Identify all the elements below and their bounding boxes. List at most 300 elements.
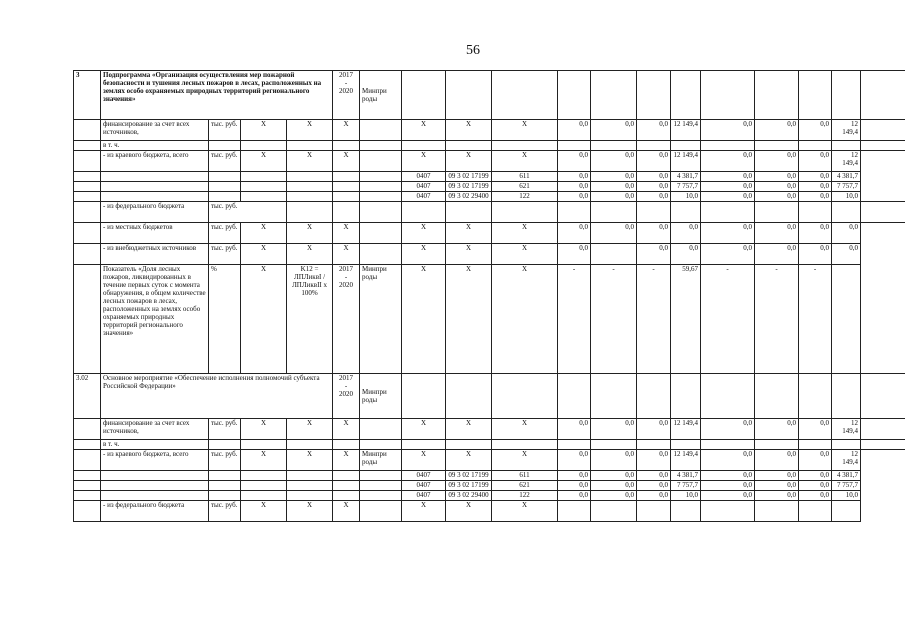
value-cell: 0,0 <box>671 244 701 265</box>
value-cell: 0,0 <box>832 244 861 265</box>
empty-cell <box>558 374 591 419</box>
value-cell: 0,0 <box>799 450 832 471</box>
empty-cell <box>209 491 241 501</box>
code-cell: X <box>402 223 446 244</box>
empty-cell <box>74 491 101 501</box>
period-part: 2020 <box>339 87 354 95</box>
period-cell <box>333 265 360 374</box>
value-cell: 12 149,4 <box>832 450 861 471</box>
period-part: 2017 <box>339 71 354 79</box>
code-cell: X <box>492 244 558 265</box>
empty-cell <box>637 440 671 450</box>
row-number: 3.02 <box>74 374 101 419</box>
value-cell: 0,0 <box>637 419 671 440</box>
value-cell: 0,0 <box>799 182 832 192</box>
code-cell: 09 3 02 17199 <box>446 471 492 481</box>
table-row <box>74 265 905 374</box>
executor-cell: Минпри роды <box>360 265 402 374</box>
empty-cell <box>74 192 101 202</box>
x-cell: X <box>241 450 287 471</box>
empty-cell <box>637 71 671 120</box>
value-cell: 7 757,7 <box>671 481 701 491</box>
empty-cell <box>671 440 701 450</box>
code-cell: 0407 <box>402 172 446 182</box>
empty-cell <box>287 141 333 151</box>
empty-cell <box>209 192 241 202</box>
value-cell: 0,0 <box>799 491 832 501</box>
value-cell: 0,0 <box>701 120 755 141</box>
value-cell: 0,0 <box>637 223 671 244</box>
table-row <box>74 419 905 440</box>
empty-cell <box>755 141 799 151</box>
empty-cell <box>591 202 637 223</box>
empty-cell <box>492 141 558 151</box>
empty-cell <box>591 71 637 120</box>
value-cell: 0,0 <box>701 450 755 471</box>
x-cell: X <box>241 120 287 141</box>
value-cell: 0,0 <box>755 471 799 481</box>
empty-cell <box>74 419 101 440</box>
value-cell: 0,0 <box>558 120 591 141</box>
value-cell: 0,0 <box>637 151 671 172</box>
formula-cell: K12 = ЛПЛиквI / ЛПЛиквII x 100% <box>287 265 333 374</box>
empty-cell <box>241 182 287 192</box>
empty-cell <box>446 71 492 120</box>
value-cell: 10,0 <box>671 491 701 501</box>
value-cell: 0,0 <box>701 182 755 192</box>
code-cell: X <box>492 419 558 440</box>
row-label: финансирование за счет всех источников, <box>101 419 209 440</box>
value-cell: 0,0 <box>558 151 591 172</box>
code-cell: 0407 <box>402 491 446 501</box>
empty-cell <box>360 141 402 151</box>
value-cell: 12 149,4 <box>671 450 701 471</box>
empty-cell <box>591 141 637 151</box>
table-row <box>74 141 905 151</box>
value-cell: 0,0 <box>701 491 755 501</box>
value-cell: 0,0 <box>701 481 755 491</box>
empty-cell <box>701 202 755 223</box>
empty-cell <box>671 374 701 419</box>
code-cell: X <box>492 501 558 522</box>
empty-cell <box>241 141 287 151</box>
row-label: в т. ч. <box>101 440 209 450</box>
empty-cell <box>861 440 905 450</box>
empty-cell <box>492 374 558 419</box>
empty-cell <box>333 202 360 223</box>
unit-cell: тыс. руб. <box>209 223 241 244</box>
x-cell: X <box>287 450 333 471</box>
code-cell: X <box>446 450 492 471</box>
value-cell: 0,0 <box>637 192 671 202</box>
value-cell: 0,0 <box>637 172 671 182</box>
table-row <box>74 182 905 192</box>
value-cell: 0,0 <box>755 244 799 265</box>
code-cell: X <box>402 450 446 471</box>
unit-cell: тыс. руб. <box>209 419 241 440</box>
value-cell: 0,0 <box>701 151 755 172</box>
value-cell: 59,67 <box>671 265 701 374</box>
empty-cell <box>701 440 755 450</box>
row-label: - из местных бюджетов <box>101 223 209 244</box>
table-row <box>74 501 905 522</box>
empty-cell <box>701 374 755 419</box>
value-cell: 0,0 <box>591 151 637 172</box>
code-cell: X <box>402 501 446 522</box>
x-cell: X <box>287 151 333 172</box>
value-cell: 12 149,4 <box>832 151 861 172</box>
value-cell: 0,0 <box>755 151 799 172</box>
table-row <box>74 491 905 501</box>
empty-cell: X <box>333 120 360 141</box>
empty-cell <box>287 172 333 182</box>
budget-table <box>73 70 905 522</box>
empty-cell <box>333 141 360 151</box>
row-label: - из федерального бюджета <box>101 202 209 223</box>
table-row <box>74 151 905 172</box>
empty-cell <box>287 192 333 202</box>
empty-cell <box>832 71 861 120</box>
value-cell <box>671 501 701 522</box>
empty-cell <box>241 481 287 491</box>
empty-cell <box>74 172 101 182</box>
value-cell: 0,0 <box>591 192 637 202</box>
value-cell: 0,0 <box>755 491 799 501</box>
code-cell: 09 3 02 17199 <box>446 172 492 182</box>
empty-cell <box>558 141 591 151</box>
empty-cell <box>101 481 209 491</box>
x-cell: X <box>241 223 287 244</box>
code-cell: X <box>446 419 492 440</box>
empty-cell <box>74 481 101 491</box>
empty-cell <box>861 71 905 120</box>
value-cell: 0,0 <box>637 120 671 141</box>
value-cell: 0,0 <box>558 481 591 491</box>
unit-cell: тыс. руб. <box>209 450 241 471</box>
empty-cell <box>755 374 799 419</box>
code-cell: 0407 <box>402 481 446 491</box>
empty-cell <box>360 151 402 172</box>
empty-cell <box>241 192 287 202</box>
value-cell: 0,0 <box>637 491 671 501</box>
empty-cell <box>701 141 755 151</box>
empty-cell <box>832 440 861 450</box>
empty-cell <box>492 202 558 223</box>
empty-cell <box>287 481 333 491</box>
row-label: - из краевого бюджета, всего <box>101 450 209 471</box>
code-cell: 621 <box>492 182 558 192</box>
value-cell <box>755 501 799 522</box>
value-cell: 0,0 <box>799 192 832 202</box>
value-cell: 0,0 <box>755 192 799 202</box>
empty-cell <box>209 481 241 491</box>
period-part: - <box>344 382 348 390</box>
empty-cell <box>671 202 701 223</box>
empty-cell <box>799 71 832 120</box>
value-cell: 0,0 <box>799 151 832 172</box>
empty-cell <box>832 202 861 223</box>
code-cell: 09 3 02 29400 <box>446 192 492 202</box>
value-cell <box>832 265 861 374</box>
x-cell: X <box>287 223 333 244</box>
value-cell: - <box>755 265 799 374</box>
value-cell <box>799 501 832 522</box>
value-cell <box>591 501 637 522</box>
value-cell: 0,0 <box>755 450 799 471</box>
value-cell: 0,0 <box>799 120 832 141</box>
value-cell: 0,0 <box>591 223 637 244</box>
x-cell: X <box>241 419 287 440</box>
x-cell: X <box>241 244 287 265</box>
page-number: 56 <box>466 43 480 58</box>
empty-cell <box>74 501 101 522</box>
empty-cell <box>74 120 101 141</box>
code-cell: X <box>492 151 558 172</box>
unit-cell: тыс. руб. <box>209 120 241 141</box>
value-cell: 0,0 <box>701 419 755 440</box>
value-cell: 0,0 <box>558 223 591 244</box>
empty-cell <box>333 182 360 192</box>
table-row <box>74 71 905 120</box>
value-cell: 0,0 <box>591 481 637 491</box>
row-label: - из внебюджетных источников <box>101 244 209 265</box>
value-cell: - <box>637 265 671 374</box>
value-cell: 0,0 <box>558 244 591 265</box>
value-cell: 0,0 <box>558 471 591 481</box>
empty-cell <box>446 440 492 450</box>
empty-cell <box>209 440 241 450</box>
row-title: Подпрограмма «Организация осуществления мер пожарной безопасности и тушения лесных пожаров в лесах, расположенных на землях особо охраняемых природных территорий регионального значения» <box>101 71 333 120</box>
empty-cell <box>446 202 492 223</box>
value-cell: 0,0 <box>701 172 755 182</box>
empty-cell <box>74 223 101 244</box>
value-cell: 0,0 <box>558 182 591 192</box>
value-cell: 0,0 <box>799 223 832 244</box>
value-cell <box>558 501 591 522</box>
value-cell: 0,0 <box>701 471 755 481</box>
value-cell: 12 149,4 <box>832 419 861 440</box>
empty-cell <box>360 192 402 202</box>
empty-cell <box>287 471 333 481</box>
code-cell: X <box>492 120 558 141</box>
value-cell: 0,0 <box>755 223 799 244</box>
table-row <box>74 172 905 182</box>
row-label: финансирование за счет всех источников, <box>101 120 209 141</box>
x-cell: X <box>287 120 333 141</box>
empty-cell <box>360 419 402 440</box>
empty-cell <box>360 244 402 265</box>
code-cell: X <box>446 244 492 265</box>
period-cell <box>333 71 360 120</box>
empty-cell <box>799 141 832 151</box>
value-cell: 0,0 <box>591 450 637 471</box>
row-label: в т. ч. <box>101 141 209 151</box>
value-cell: 0,0 <box>637 471 671 481</box>
value-cell: 0,0 <box>591 419 637 440</box>
value-cell: 12 149,4 <box>671 151 701 172</box>
code-cell: 09 3 02 17199 <box>446 481 492 491</box>
value-cell: 0,0 <box>755 419 799 440</box>
value-cell: 0,0 <box>637 450 671 471</box>
empty-cell <box>591 440 637 450</box>
value-cell: 0,0 <box>558 450 591 471</box>
value-cell: 0,0 <box>701 223 755 244</box>
code-cell: X <box>446 120 492 141</box>
empty-cell <box>209 172 241 182</box>
code-cell: X <box>402 265 446 374</box>
table-row <box>74 440 905 450</box>
value-cell: 0,0 <box>755 182 799 192</box>
code-cell: 09 3 02 29400 <box>446 491 492 501</box>
empty-cell <box>671 71 701 120</box>
empty-cell: X <box>333 419 360 440</box>
unit-cell: % <box>209 265 241 374</box>
empty-cell <box>402 71 446 120</box>
empty-cell <box>755 440 799 450</box>
value-cell: 0,0 <box>558 172 591 182</box>
code-cell: X <box>402 151 446 172</box>
code-cell: 122 <box>492 491 558 501</box>
empty-cell <box>402 202 446 223</box>
row-label: - из краевого бюджета, всего <box>101 151 209 172</box>
empty-cell <box>333 481 360 491</box>
unit-cell: тыс. руб. <box>209 501 241 522</box>
empty-cell <box>241 440 287 450</box>
empty-cell <box>671 141 701 151</box>
empty-cell <box>446 141 492 151</box>
value-cell: 0,0 <box>701 244 755 265</box>
empty-cell <box>74 151 101 172</box>
empty-cell <box>101 471 209 481</box>
value-cell: 0,0 <box>799 481 832 491</box>
empty-cell <box>101 491 209 501</box>
value-cell: 0,0 <box>701 192 755 202</box>
empty-cell <box>558 440 591 450</box>
empty-cell <box>74 450 101 471</box>
empty-cell <box>74 244 101 265</box>
value-cell: 10,0 <box>671 192 701 202</box>
code-cell: X <box>446 501 492 522</box>
code-cell: 611 <box>492 172 558 182</box>
period-part: 2020 <box>339 281 354 289</box>
empty-cell <box>241 471 287 481</box>
empty-cell <box>209 471 241 481</box>
value-cell: 7 757,7 <box>832 182 861 192</box>
value-cell: 0,0 <box>591 182 637 192</box>
empty-cell <box>74 265 101 374</box>
value-cell: 0,0 <box>558 419 591 440</box>
value-cell: 10,0 <box>832 192 861 202</box>
empty-cell <box>591 374 637 419</box>
x-cell: X <box>287 501 333 522</box>
empty-cell <box>446 374 492 419</box>
empty-cell <box>558 71 591 120</box>
code-cell: 09 3 02 17199 <box>446 182 492 192</box>
x-cell: X <box>241 265 287 374</box>
period-part: 2020 <box>339 390 354 398</box>
row-title: Основное мероприятие «Обеспечение исполнения полномочий субъекта Российской Федерации» <box>101 374 333 419</box>
code-cell: X <box>492 265 558 374</box>
empty-cell <box>101 182 209 192</box>
code-cell: 0407 <box>402 192 446 202</box>
value-cell: 0,0 <box>671 223 701 244</box>
value-cell <box>701 501 755 522</box>
table-row <box>74 120 905 141</box>
empty-cell <box>287 491 333 501</box>
value-cell: 4 381,7 <box>671 471 701 481</box>
value-cell: 0,0 <box>558 491 591 501</box>
empty-cell <box>360 481 402 491</box>
code-cell: X <box>402 244 446 265</box>
code-cell: X <box>446 223 492 244</box>
empty-cell <box>755 71 799 120</box>
value-cell: 4 381,7 <box>832 471 861 481</box>
empty-cell <box>333 192 360 202</box>
empty-cell <box>492 71 558 120</box>
value-cell: 0,0 <box>558 192 591 202</box>
empty-cell <box>360 501 402 522</box>
x-cell: X <box>241 501 287 522</box>
empty-cell: X <box>333 501 360 522</box>
empty-cell <box>402 374 446 419</box>
empty-cell: X <box>333 450 360 471</box>
empty-cell: X <box>333 223 360 244</box>
empty-cell <box>209 141 241 151</box>
period-cell <box>333 374 360 419</box>
empty-cell <box>360 120 402 141</box>
x-cell: X <box>241 151 287 172</box>
empty-cell <box>101 172 209 182</box>
empty-cell <box>360 182 402 192</box>
empty-cell <box>832 374 861 419</box>
empty-cell <box>241 491 287 501</box>
empty-cell <box>74 182 101 192</box>
value-cell: 0,0 <box>637 182 671 192</box>
code-cell: X <box>492 450 558 471</box>
empty-cell <box>861 202 905 223</box>
value-cell: 0,0 <box>591 471 637 481</box>
executor-cell: Минпри роды <box>360 71 402 120</box>
value-cell: 0,0 <box>755 172 799 182</box>
empty-cell <box>209 182 241 192</box>
code-cell: 0407 <box>402 471 446 481</box>
empty-cell <box>360 223 402 244</box>
code-cell: X <box>446 265 492 374</box>
table-row <box>74 471 905 481</box>
value-cell: 12 149,4 <box>832 120 861 141</box>
value-cell: 0,0 <box>591 172 637 182</box>
value-cell: 0,0 <box>799 471 832 481</box>
row-label: - из федерального бюджета <box>101 501 209 522</box>
empty-cell <box>333 491 360 501</box>
empty-cell <box>701 71 755 120</box>
code-cell: 122 <box>492 192 558 202</box>
table-row <box>74 223 905 244</box>
period-part: 2017 <box>339 265 354 273</box>
value-cell <box>591 244 637 265</box>
value-cell: 7 757,7 <box>671 182 701 192</box>
empty-cell <box>360 172 402 182</box>
value-cell: 0,0 <box>637 481 671 491</box>
executor-cell: Минпри роды <box>360 374 402 419</box>
value-cell: - <box>701 265 755 374</box>
empty-cell <box>287 182 333 192</box>
empty-cell <box>832 141 861 151</box>
code-cell: X <box>402 419 446 440</box>
value-cell: 0,0 <box>637 244 671 265</box>
period-part: - <box>344 273 348 281</box>
code-cell: 0407 <box>402 182 446 192</box>
